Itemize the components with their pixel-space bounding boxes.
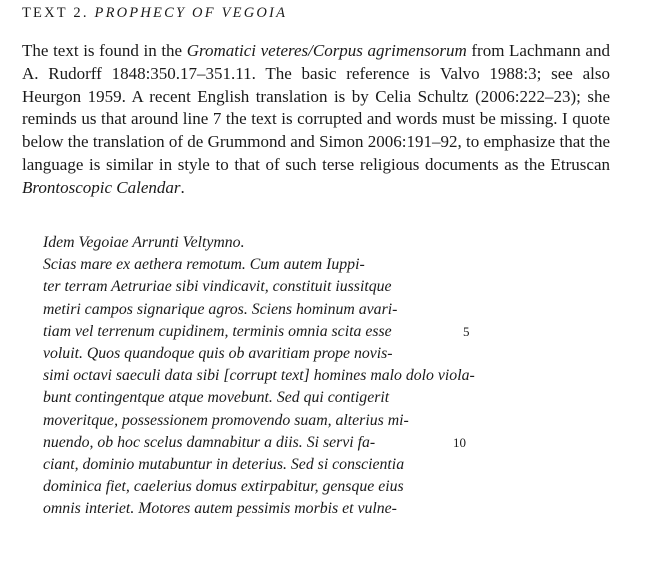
latin-line: bunt contingentque atque movebunt. Sed qui contigerit [43,389,390,407]
section-heading [22,5,287,22]
latin-line: simi octavi saeculi data sibi [corrupt text] homines malo dolo viola- [43,367,475,385]
latin-line: voluit. Quos quandoque quis ob avaritiam prope novis- [43,344,393,362]
latin-line: Scias mare ex aethera remotum. Cum autem Iuppi- [43,256,365,274]
intro-text-2: from Lachmann and A. Rudorff 1848:350.17–351.11. The basic reference is Valvo 1988:3; see also Heurgon 1959. A recent English translation is by Celia Schultz (2006:222–23); she reminds us that around line 7 the text is corrupted and words must be missing. I quote below the translation of de Grummond and Simon 2006:191–92, to emphasize that the language is similar in style to that of such terse religious documents as the Etruscan [22,41,610,174]
latin-line: metiri campos signarique agros. Sciens hominum avari- [43,300,398,318]
latin-line: moveritque, possessionem promovendo suam, alterius mi- [43,411,409,429]
intro-paragraph [22,40,610,200]
line-number-5: 5 [463,323,470,339]
work-title: Gromatici veteres/Corpus agrimensorum [186,41,467,60]
heading-subtitle: PROPHECY OF VEGOIA [94,5,288,21]
latin-line-text: tiam vel terrenum cupidinem, terminis omnia scita esse [43,322,392,340]
latin-quotation [43,232,543,520]
latin-line: dominica fiet, caelerius domus extirpabitur, gensque eius [43,478,404,496]
intro-text-1: The text is found in the [22,41,187,60]
latin-line-5 [43,321,543,343]
line-number-10: 10 [453,434,466,450]
heading-label: TEXT 2. [22,5,89,21]
latin-line: omnis interiet. Motores autem pessimis morbis et vulne- [43,500,397,518]
latin-line: ter terram Aetruriae sibi vindicavit, constituit iussitque [43,278,392,296]
calendar-title: Brontoscopic Calendar [22,177,181,197]
intro-text-3: . [180,177,185,197]
latin-line-10 [43,432,543,454]
latin-line: ciant, dominio mutabuntur in deterius. Sed si conscientia [43,455,405,473]
latin-line-text: nuendo, ob hoc scelus damnabitur a diis. Si servi fa- [43,433,376,451]
latin-line: Idem Vegoiae Arrunti Veltymno. [43,234,245,251]
